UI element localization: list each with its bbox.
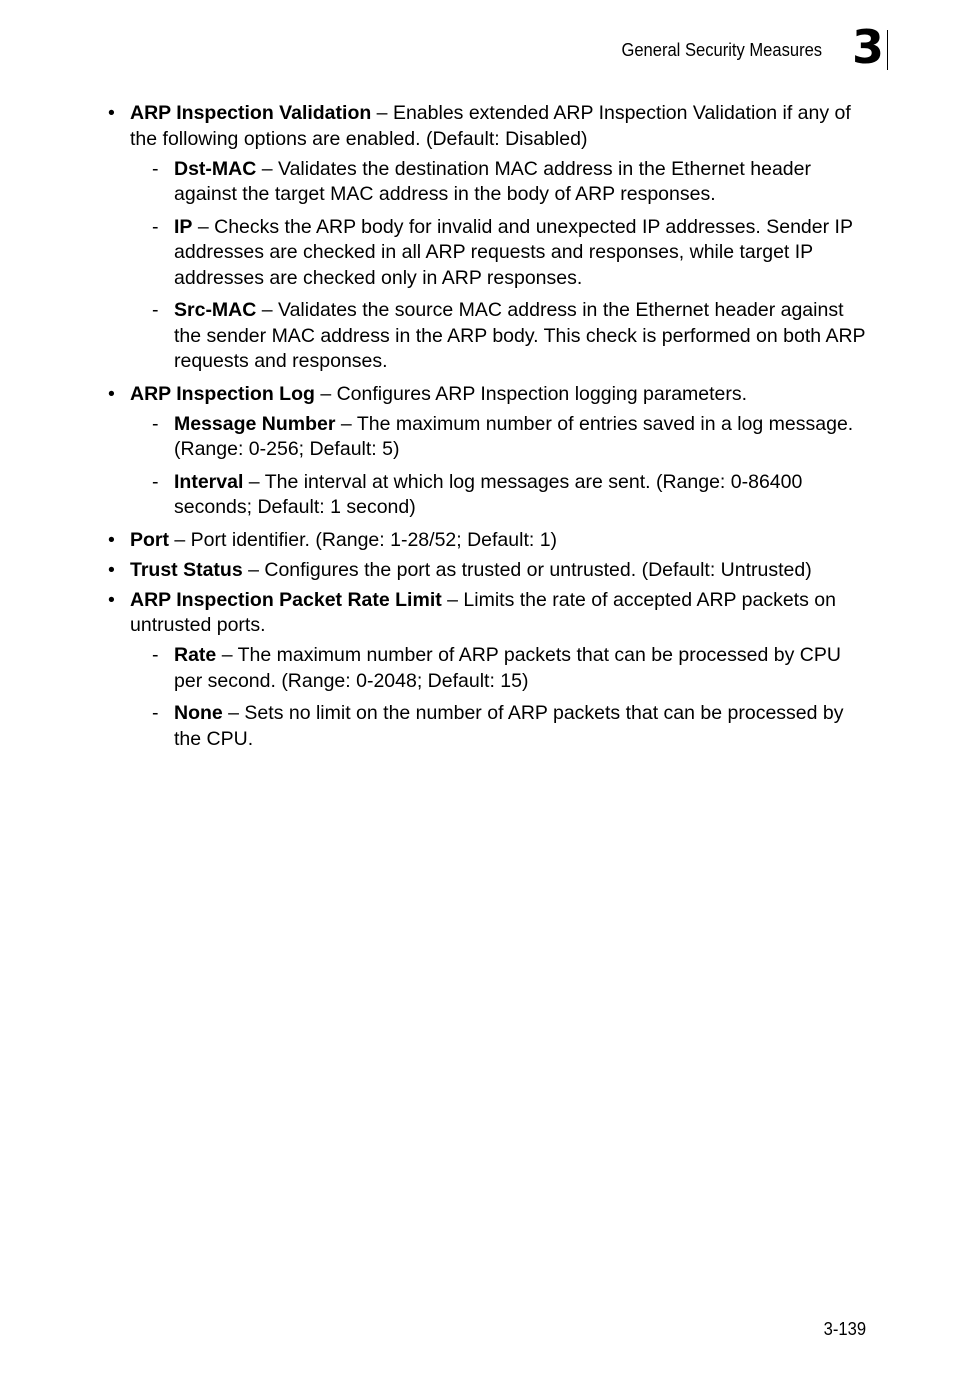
sub-text: – The maximum number of ARP packets that can be processed by CPU per second. (Range: 0-2048; Default: 15) xyxy=(174,644,841,692)
page-number: 3-139 xyxy=(823,1319,866,1339)
page-header xyxy=(604,20,888,74)
list-item xyxy=(108,101,868,375)
item-term: ARP Inspection Packet Rate Limit xyxy=(130,588,442,611)
sub-item xyxy=(130,412,868,463)
section-title: General Security Measures xyxy=(621,40,822,60)
list-item xyxy=(108,588,868,753)
sub-term: Dst-MAC xyxy=(174,157,257,180)
item-term: Trust Status xyxy=(130,558,243,581)
dash-icon: - xyxy=(152,299,159,321)
dash-icon: - xyxy=(152,157,159,180)
sub-text: – Validates the destination MAC address in the Ethernet header against the target MAC address in the body of ARP responses. xyxy=(174,157,811,205)
sub-text: – The maximum number of entries saved in a log message. (Range: 0-256; Default: 5) xyxy=(174,412,854,460)
sub-list xyxy=(130,157,868,375)
list-item xyxy=(108,558,868,584)
dash-icon: - xyxy=(152,215,159,238)
sub-text: – Checks the ARP body for invalid and unexpected IP addresses. Sender IP addresses are checked in all ARP requests and responses, while target IP addresses are checked only in ARP responses. xyxy=(174,215,853,289)
item-term: ARP Inspection Log xyxy=(130,382,315,405)
item-text: – Enables extended ARP Inspection Validation if any of the following options are enabled. (Default: Disabled) xyxy=(130,102,851,150)
item-text: – Limits the rate of accepted ARP packets on untrusted ports. xyxy=(130,588,836,636)
sub-term: Rate xyxy=(174,644,217,666)
bullet-icon: • xyxy=(108,558,115,581)
sub-list xyxy=(130,643,868,752)
dash-icon: - xyxy=(152,644,159,666)
chapter-tab xyxy=(846,20,888,74)
sub-item xyxy=(130,643,868,694)
sub-text: – Sets no limit on the number of ARP packets that can be processed by the CPU. xyxy=(174,702,844,750)
sub-term: Src-MAC xyxy=(174,299,257,321)
sub-text: – The interval at which log messages are sent. (Range: 0-86400 seconds; Default: 1 second) xyxy=(174,470,803,518)
sub-term: Interval xyxy=(174,470,244,493)
sub-item xyxy=(130,215,868,292)
dash-icon: - xyxy=(152,470,159,493)
sub-term: IP xyxy=(174,215,193,238)
item-text: – Port identifier. (Range: 1-28/52; Default: 1) xyxy=(169,528,558,551)
sub-item xyxy=(130,298,868,375)
sub-term: None xyxy=(174,702,223,724)
dash-icon: - xyxy=(152,702,159,724)
list-item xyxy=(108,382,868,521)
list-item xyxy=(108,528,868,554)
sub-text: – Validates the source MAC address in the Ethernet header against the sender MAC address in the ARP body. This check is performed on both ARP requests and responses. xyxy=(174,299,866,372)
item-text: – Configures ARP Inspection logging parameters. xyxy=(314,382,748,405)
sub-item xyxy=(130,157,868,208)
bullet-icon: • xyxy=(108,528,115,551)
item-term: Port xyxy=(130,528,169,551)
dash-icon: - xyxy=(152,412,159,435)
item-term: ARP Inspection Validation xyxy=(130,102,372,124)
bullet-icon: • xyxy=(108,588,115,611)
sub-list xyxy=(130,412,868,521)
sub-item xyxy=(130,701,868,752)
bullet-icon: • xyxy=(108,102,115,124)
parameter-list xyxy=(108,101,868,759)
item-text: – Configures the port as trusted or untrusted. (Default: Untrusted) xyxy=(242,558,812,581)
sub-term: Message Number xyxy=(174,412,336,435)
bullet-icon: • xyxy=(108,382,115,405)
sub-item xyxy=(130,470,868,521)
chapter-number: 3 xyxy=(851,20,883,74)
